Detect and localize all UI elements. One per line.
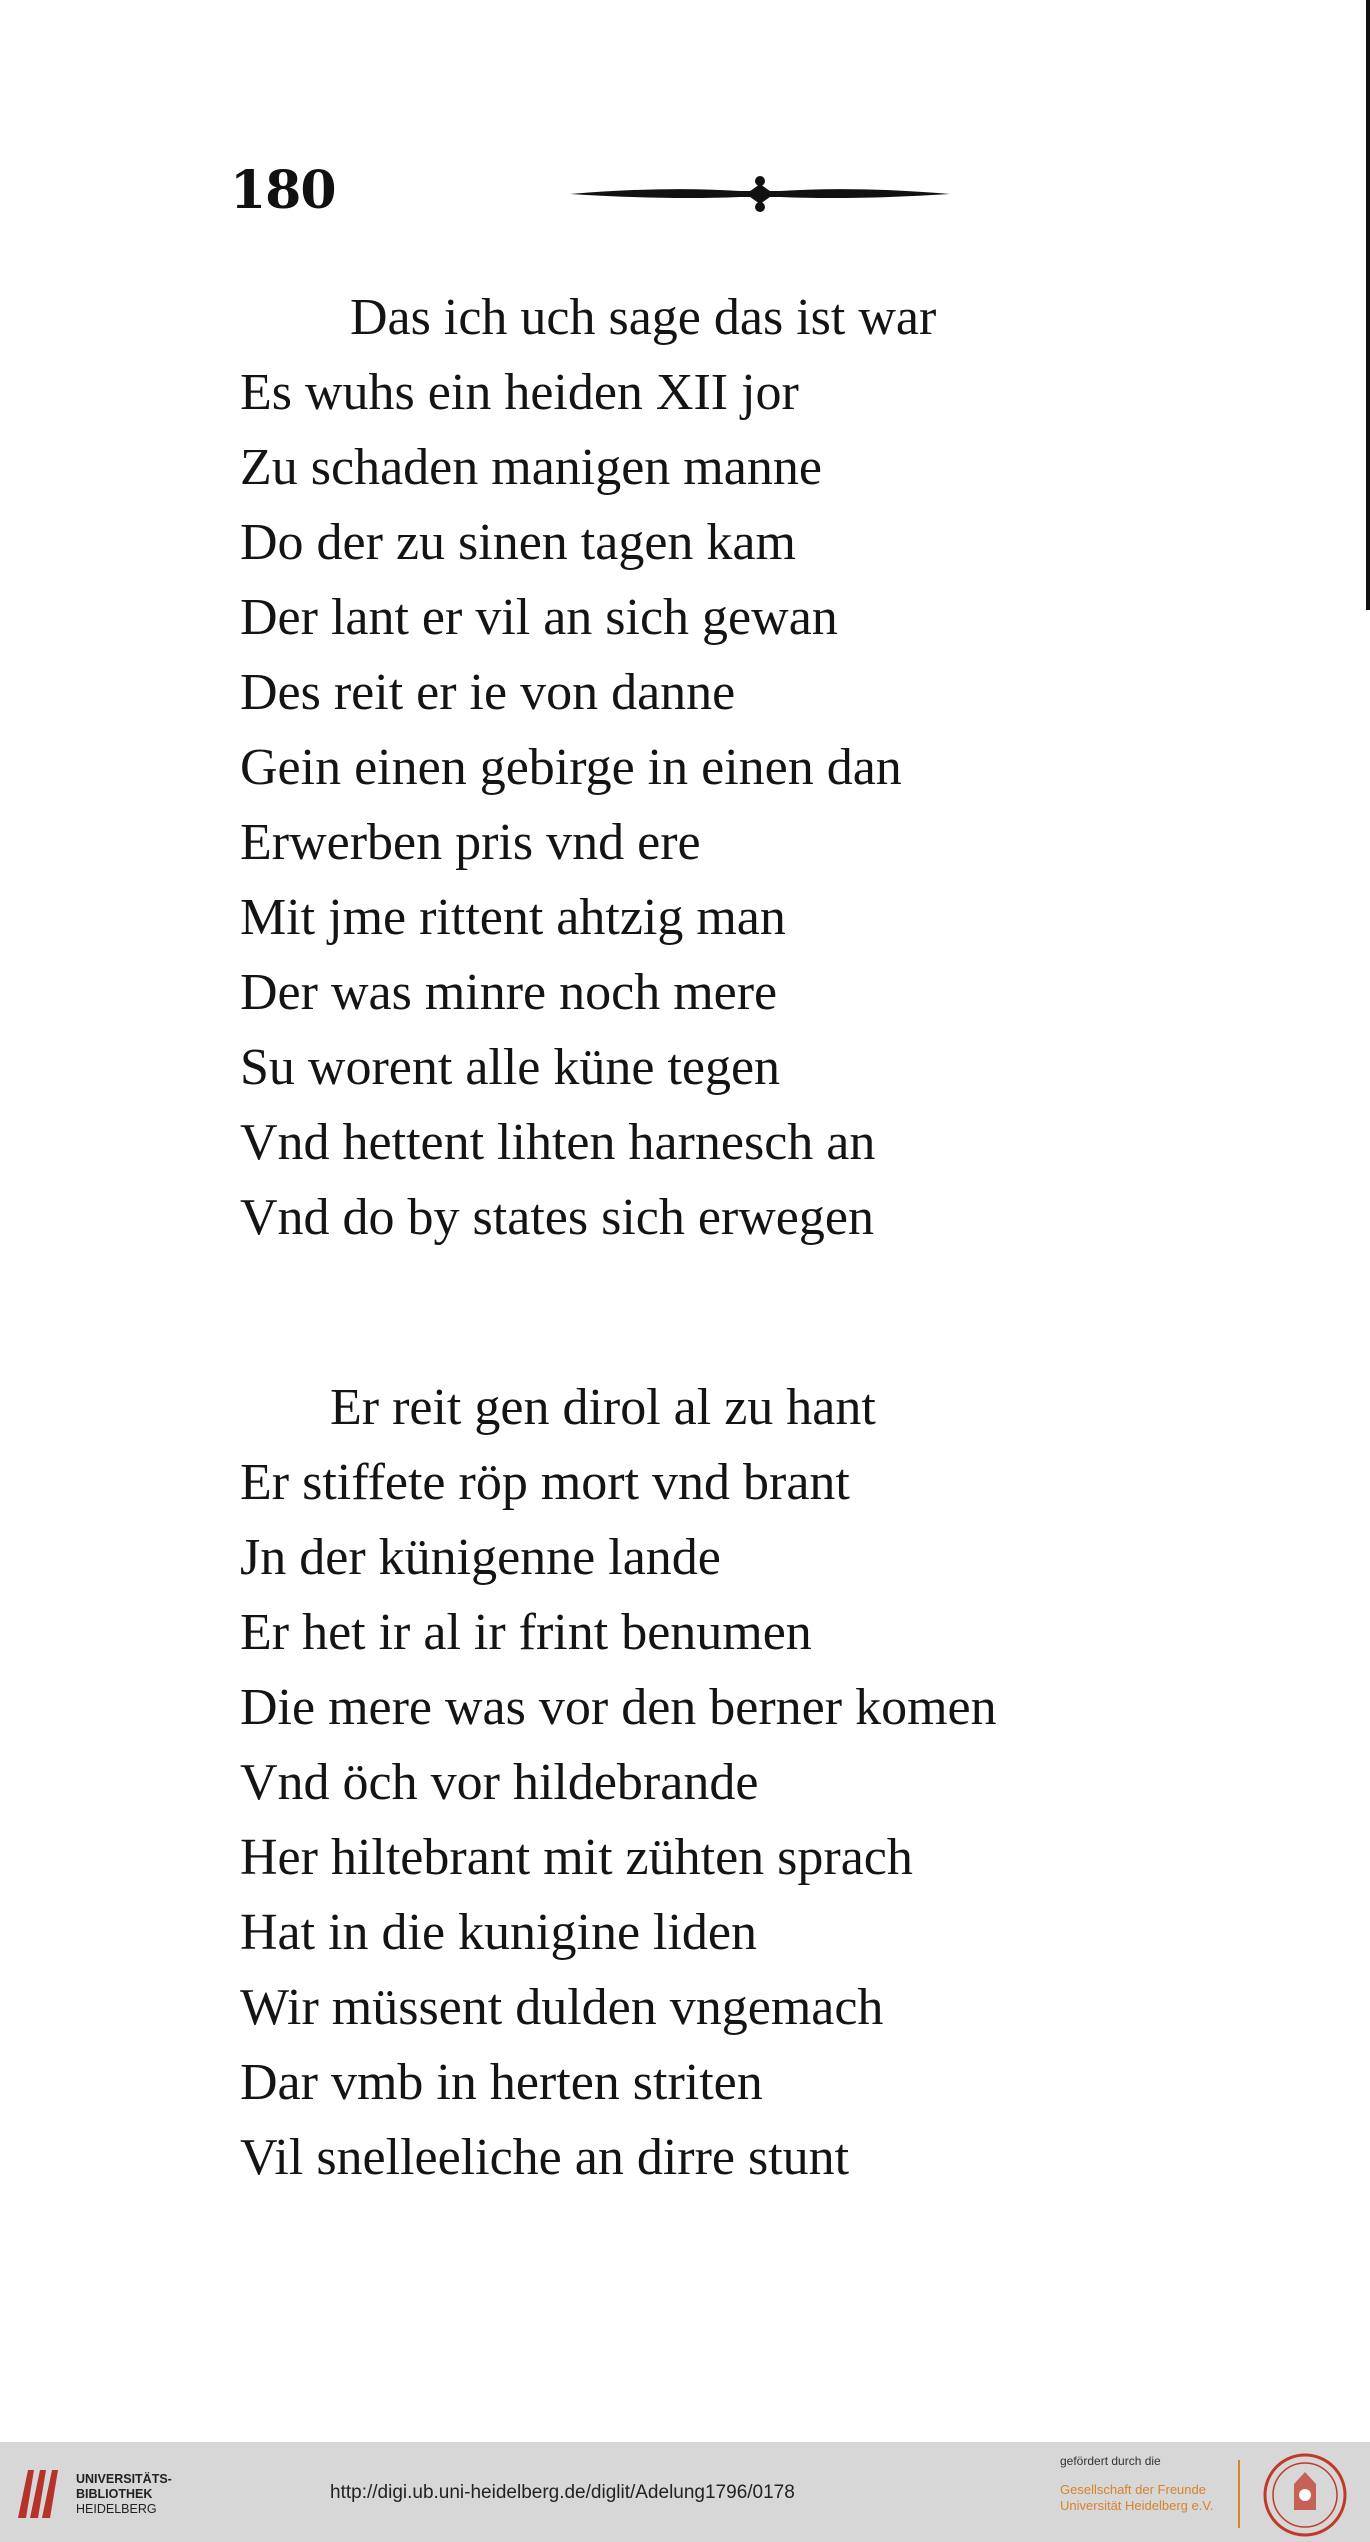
verse-line: Zu schaden manigen manne [240, 439, 822, 496]
sponsor-label: gefördert durch die [1060, 2454, 1161, 2468]
verse-line: Der was minre noch mere [240, 964, 778, 1021]
stanza-2 [240, 1370, 1240, 2195]
verse-line: Vnd öch vor hildebrande [240, 1754, 759, 1811]
verse-line: Su worent alle küne tegen [240, 1039, 781, 1096]
verse-line: Er reit gen dirol al zu hant [330, 1379, 876, 1436]
page-header [230, 160, 950, 230]
verse-line: Mit jme rittent ahtzig man [240, 889, 786, 946]
university-seal-icon [1262, 2452, 1348, 2538]
verse-line: Do der zu sinen tagen kam [240, 514, 796, 571]
verse-line: Der lant er vil an sich gewan [240, 589, 838, 646]
library-logo-icon [14, 2466, 58, 2522]
verse-line: Vnd hettent lihten harnesch an [240, 1114, 876, 1171]
ornament-divider [570, 174, 950, 214]
verse-line: Vil snelleeliche an dirre stunt [240, 2129, 850, 2186]
sponsor-info [1060, 2454, 1213, 2514]
library-name-line: UNIVERSITÄTS- [76, 2472, 172, 2486]
library-name [76, 2472, 172, 2517]
verse-line: Vnd do by states sich erwegen [240, 1189, 874, 1246]
page-edge-shadow [1366, 0, 1370, 610]
verse-line: Dar vmb in herten striten [240, 2054, 763, 2111]
verse-line: Des reit er ie von danne [240, 664, 736, 721]
poem-text [240, 280, 1240, 2195]
verse-line: Die mere was vor den berner komen [240, 1679, 997, 1736]
verse-line: Er stiffete röp mort vnd brant [240, 1454, 850, 1511]
permalink-url[interactable]: http://digi.ub.uni-heidelberg.de/diglit/Adelung1796/0178 [330, 2482, 795, 2503]
stanza-1 [240, 280, 1240, 1255]
library-name-line: BIBLIOTHEK [76, 2487, 153, 2501]
stanza-gap [240, 1255, 1240, 1370]
verse-line: Es wuhs ein heiden XII jor [240, 364, 799, 421]
verse-line: Er het ir al ir frint benumen [240, 1604, 812, 1661]
footer-bar [0, 2442, 1370, 2542]
footer-divider [1238, 2460, 1240, 2528]
verse-line: Gein einen gebirge in einen dan [240, 739, 902, 796]
library-name-line: HEIDELBERG [76, 2502, 157, 2516]
page-number: 180 [230, 160, 336, 221]
verse-line: Hat in die kunigine liden [240, 1904, 758, 1961]
verse-line: Das ich uch sage das ist war [350, 289, 937, 346]
verse-line: Her hiltebrant mit zühten sprach [240, 1829, 913, 1886]
verse-line: Jn der künigenne lande [240, 1529, 721, 1586]
sponsor-org-line: Gesellschaft der Freunde [1060, 2482, 1206, 2497]
verse-line: Wir müssent dulden vngemach [240, 1979, 884, 2036]
verse-line: Erwerben pris vnd ere [240, 814, 701, 871]
sponsor-org-line: Universität Heidelberg e.V. [1060, 2498, 1214, 2513]
